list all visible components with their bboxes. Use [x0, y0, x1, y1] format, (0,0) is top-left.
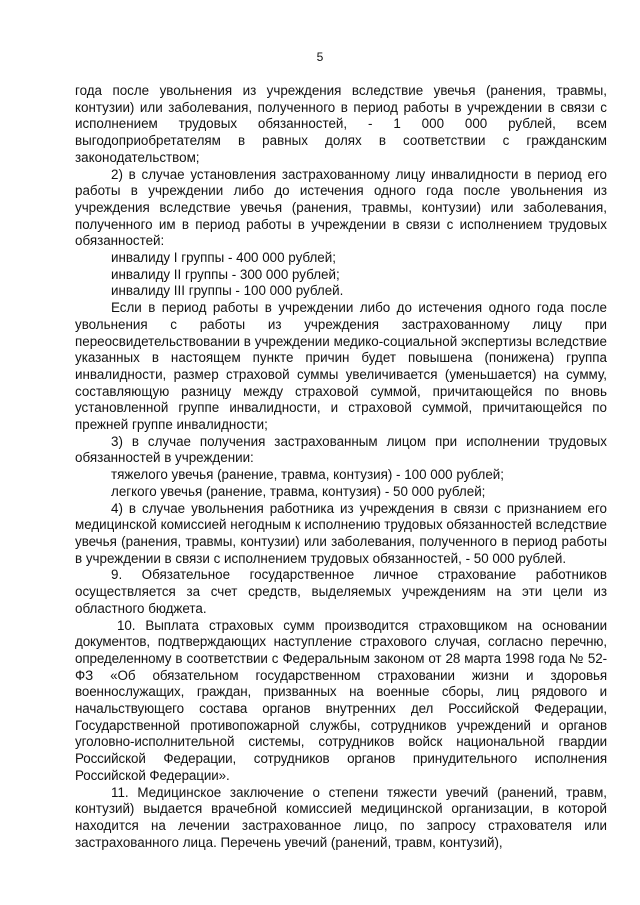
document-body: [75, 83, 607, 851]
disability-group-2: инвалиду II группы - 300 000 рублей;: [111, 266, 340, 282]
light-injury: легкого увечья (ранение, травма, контузия) - 50 000 рублей;: [111, 483, 486, 499]
paragraph-9: 9. Обязательное государственное личное страхование работников осуществляется за счет средств, выделяемых учреждениям на эти цели из областного бюджета.: [75, 567, 607, 616]
paragraph-continuation: года после увольнения из учреждения вследствие увечья (ранения, травмы, контузии) или заболевания, полученного в период работы в учреждении в связи с исполнением трудовых обязанностей, - 1 000 000 рублей, всем выгодоприобретателям в равных долях в соответствии с гражданским законодательством;: [75, 83, 607, 165]
paragraph-10: 10. Выплата страховых сумм производится страховщиком на основании документов, подтверждающих наступление страхового случая, согласно перечню, определенному в соответствии с Федеральным законом от 28 марта 1998 года № 52-ФЗ «Об обязательном государственном страховании жизни и здоровья военнослужащих, граждан, призванных на военные сборы, лиц рядового и начальствующего состава органов внутренних дел Российской Федерации, Государственной противопожарной службы, сотрудников учреждений и органов уголовно-исполнительной системы, сотрудников войск национальной гвардии Российской Федерации, сотрудников органов принудительного исполнения Российской Федерации».: [75, 617, 607, 783]
paragraph-reexamination: Если в период работы в учреждении либо до истечения одного года после увольнения с работы из учреждения застрахованному лицу при переосвидетельствовании в учреждении медико-социальной экспертизы вследствие указанных в настоящем пункте причин будет повышена (понижена) группа инвалидности, размер страховой суммы увеличивается (уменьшается) на сумму, составляющую разницу между страховой суммой, причитающейся по вновь установленной группе инвалидности, и страховой суммой, причитающейся по прежней группе инвалидности;: [75, 300, 607, 433]
page-number: 5: [316, 50, 324, 64]
paragraph-item-2: 2) в случае установления застрахованному лицу инвалидности в период его работы в учреждении либо до истечения одного года после увольнения из учреждения вследствие увечья (ранения, травмы, контузии) или заболевания, полученного им в период работы в учреждении в связи с исполнением трудовых обязанностей:: [75, 166, 607, 249]
paragraph-11: 11. Медицинское заключение о степени тяжести увечий (ранений, травм, контузий) выдается врачебной комиссией медицинской организации, в которой находится на лечении застрахованное лицо, по запросу страхователя или застрахованного лица. Перечень увечий (ранений, травм, контузий),: [75, 784, 607, 850]
paragraph-item-3: 3) в случае получения застрахованным лицом при исполнении трудовых обязанностей в учреждении:: [75, 433, 607, 466]
paragraph-item-4: 4) в случае увольнения работника из учреждения в связи с признанием его медицинской комиссией негодным к исполнению трудовых обязанностей вследствие увечья (ранения, травмы, контузии) или заболевания, полученного в период работы в учреждении в связи с исполнением трудовых обязанностей, - 50 000 рублей.: [75, 500, 607, 566]
severe-injury: тяжелого увечья (ранение, травма, контузия) - 100 000 рублей;: [111, 467, 504, 483]
disability-group-1: инвалиду I группы - 400 000 рублей;: [111, 250, 336, 266]
disability-group-3: инвалиду III группы - 100 000 рублей.: [111, 283, 344, 299]
